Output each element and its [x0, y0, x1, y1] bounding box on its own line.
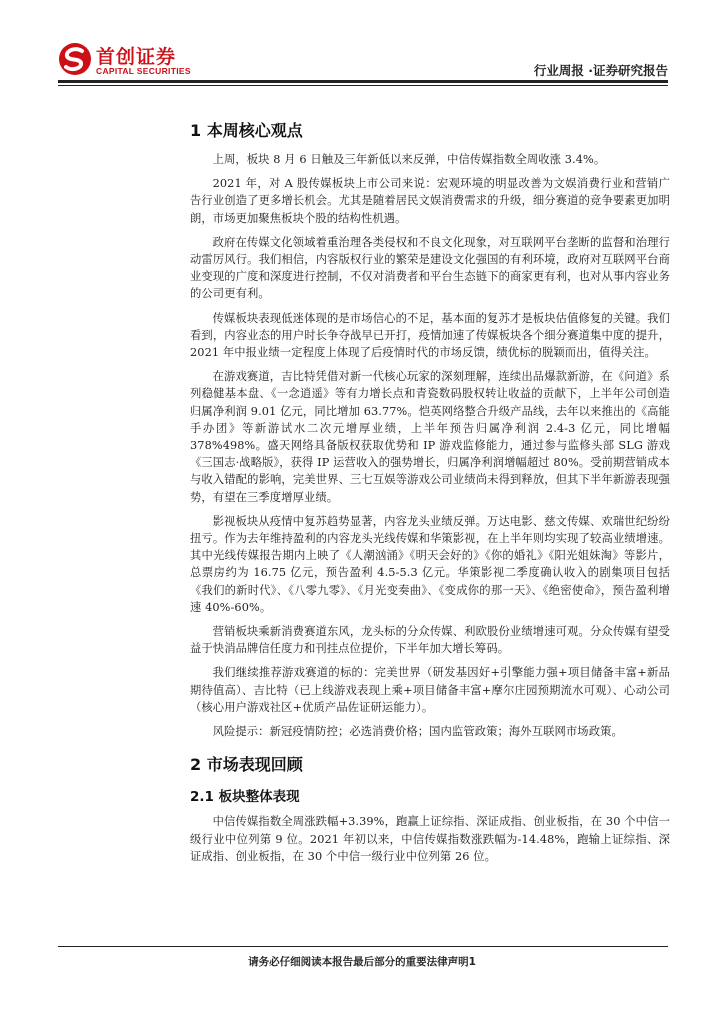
header-divider-thick: [58, 80, 668, 83]
s1-paragraph: 影视板块从疫情中复苏趋势显著，内容龙头业绩反弹。万达电影、慈文传媒、欢瑞世纪纷纷扭亏。作为去年维持盈利的内容龙头光线传媒和华策影视，在上半年则均实现了较高业绩增速。其中光线传媒报告期内上映了《人潮汹涌》《明天会好的》《你的婚礼》《阳光姐妹淘》等影片，总票房约为 16.75 亿元，预告盈利 4.5-5.3 亿元。华策影视二季度确认收入的剧集项目包括《我们的新时代》、《八零九零》、《月光变奏曲》、《变成你的那一天》、《绝密使命》，预告盈利增速 40%-60%。: [190, 514, 670, 614]
s1-paragraph: 政府在传媒文化领域着重治理各类侵权和不良文化现象，对互联网平台垄断的监督和治理行动雷厉风行。我们相信，内容版权行业的繁荣是建设文化强国的有利环境，政府对互联网平台商业变现的广度和深度进行控制，不仅对消费者和平台生态链下的商家更有利，也对从事内容业务的公司更有利。: [190, 235, 670, 301]
capital-securities-logo-icon: [58, 42, 92, 76]
s1-paragraph: 营销板块乘新消费赛道东风，龙头标的分众传媒、利欧股份业绩增速可观。分众传媒有望受益于快消品牌信任度力和刊挂点位提价，下半年加大增长筹码。: [190, 625, 670, 656]
section-2-1-title: 2.1 板块整体表现: [190, 789, 300, 806]
logo-chinese-name: 首创证券: [96, 46, 177, 68]
legal-disclaimer: 请务必仔细阅读本报告最后部分的重要法律声明1: [248, 956, 476, 968]
s21-paragraph: 中信传媒指数全周涨跌幅+3.39%，跑赢上证综指、深证成指、创业板指，在 30 个中信一级行业中位列第 9 位。2021 年初以来，中信传媒指数涨跌幅为-14.48%，跑输上证综指、深证成指、创业板指，在 30 个中信一级行业中位列第 26 位。: [190, 815, 670, 863]
s1-paragraph: 我们继续推荐游戏赛道的标的：完美世界（研发基因好+引擎能力强+项目储备丰富+新品期待值高）、吉比特（已上线游戏表现上乘+项目储备丰富+摩尔庄园预期流水可观）、心动公司（核心用户游戏社区+优质产品佐证研运能力）。: [190, 666, 670, 714]
s1-paragraph: 传媒板块表现低迷体现的是市场信心的不足，基本面的复苏才是板块估值修复的关键。我们看到，内容业态的用户时长争夺战早已开打，疫情加速了传媒板块各个细分赛道集中度的提升，2021 年中报业绩一定程度上体现了后疫情时代的市场反馈，绩优标的脱颖而出，值得关注。: [190, 311, 670, 360]
logo-english-name: CAPITAL SECURITIES: [96, 66, 191, 76]
report-body: [190, 112, 670, 872]
s1-paragraph: 2021 年，对 A 股传媒板块上市公司来说：宏观环境的明显改善为文娱消费行业和营销广告行业创造了更多增长机会。尤其是随着居民文娱消费需求的升级，细分赛道的竞争要素更加明朗，市场更加聚焦板块个股的结构性机遇。: [190, 177, 670, 225]
report-type-label: 行业周报 ·证券研究报告: [533, 63, 668, 78]
company-logo: [58, 40, 208, 82]
page-footer: [0, 946, 724, 976]
s1-paragraph: 在游戏赛道，吉比特凭借对新一代核心玩家的深刻理解，连续出品爆款新游，在《问道》系列稳健基本盘、《一念逍遥》等有力增长点和青瓷数码股权转让收益的贡献下，上半年公司创造归属净利润 9.01 亿元，同比增加 63.77%。恺英网络整合升级产品线，去年以来推出的《高能手办团》等新游试水二次元增厚业绩，上半年预告归属净利润 2.4-3 亿元，同比增幅 378%498%。盛天网络具备版权获取优势和 IP 游戏监修能力，通过参与监修头部 SLG 游戏《三国志·战略版》，获得 IP 运营收入的强势增长，归属净利润增幅超过 80%。受前期营销成本与收入错配的影响，完美世界、三七互娱等游戏公司业绩尚未得到释放，但其下半年新游表现强势，有望在三季度增厚业绩。: [190, 370, 670, 504]
risk-warning: 风险提示：新冠疫情防控；必选消费价格；国内监管政策；海外互联网市场政策。: [212, 725, 623, 739]
section-2-title: 2 市场表现回顾: [190, 755, 303, 775]
page-header: [0, 0, 724, 90]
footer-divider: [58, 946, 668, 947]
s1-paragraph: 上周，板块 8 月 6 日触及三年新低以来反弹，中信传媒指数全周收涨 3.4%。: [212, 153, 606, 166]
section-1-title: 1 本周核心观点: [190, 121, 303, 140]
header-divider-thin: [58, 85, 668, 86]
